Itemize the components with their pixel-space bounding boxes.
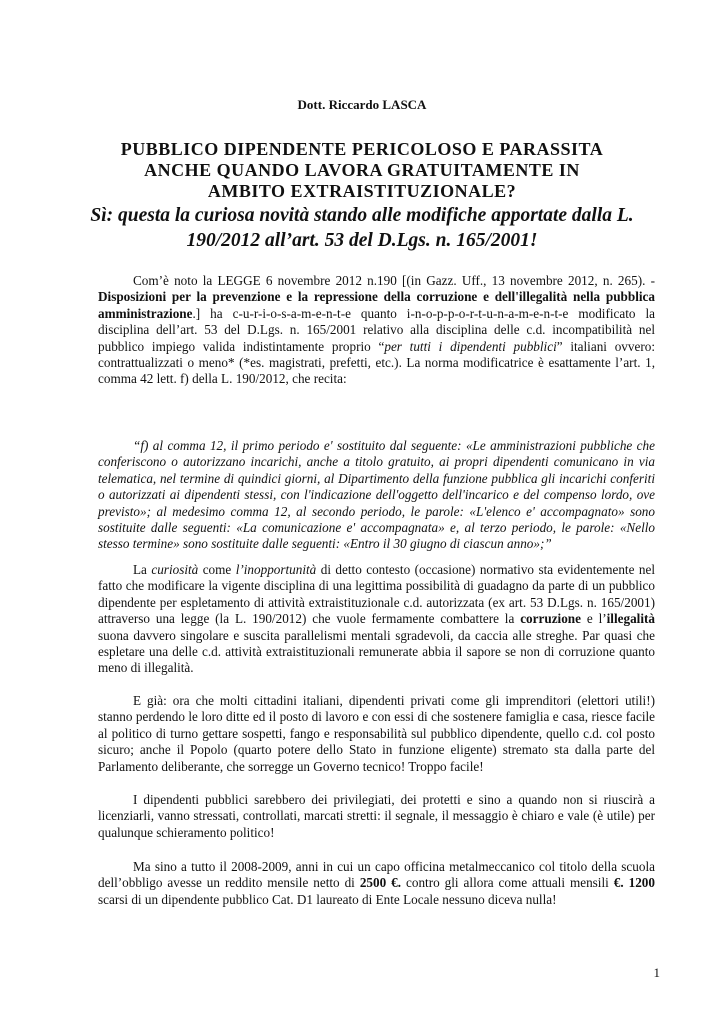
p5-amount-1200: €. 1200 (613, 875, 655, 891)
p2-illegalita: illegalità (606, 611, 655, 627)
p2-curiosita: curiosità (151, 562, 199, 577)
title-line-2: ANCHE QUANDO LAVORA GRATUITAMENTE IN (144, 160, 580, 180)
p1-text-a: Com’è noto la LEGGE 6 novembre 2012 n.190 [(in Gazz. Uff., 13 novembre 2012, n. 265). - (133, 273, 655, 288)
paragraph-5 (98, 859, 655, 908)
p5-amount-2500: 2500 €. (359, 875, 402, 891)
title-line-1: PUBBLICO DIPENDENTE PERICOLOSO E PARASSITA (120, 139, 604, 159)
paragraph-1 (98, 273, 655, 388)
document-subtitle (60, 203, 664, 253)
p2-inopportunita: l’inopportunità (235, 562, 317, 577)
p5-text-e: scarsi di un dipendente pubblico Cat. D1 laureato di Ente Locale nessuno diceva nulla! (98, 891, 557, 907)
p2-text-g: e l’ (581, 611, 607, 627)
page-number: 1 (653, 965, 660, 980)
author-name: Dott. Riccardo LASCA (297, 97, 427, 112)
p2-corruzione: corruzione (520, 611, 581, 627)
paragraph-4: I dipendenti pubblici sarebbero dei privilegiati, dei protetti e sino a quando non si riuscirà a licenziarli, vanno stressati, controllati, marcati stretti: il segnale, il messaggio è chiaro e vale (è utile) per qualunque schieramento politico! (98, 792, 655, 840)
subtitle-line-1: Sì: questa la curiosa novità stando alle modifiche apportate dalla L. (90, 205, 634, 226)
p2-text-c: come (198, 562, 236, 577)
paragraph-2 (98, 562, 655, 677)
subtitle-line-2: 190/2012 all’art. 53 del D.Lgs. n. 165/2001! (186, 230, 538, 251)
quoted-law-text: “f) al comma 12, il primo periodo e' sostituito dal seguente: «Le amministrazioni pubbliche che conferiscono o autorizzano incarichi, anche a titolo gratuito, ai propri dipendenti comunicano in via telematica, nel termine di quindici giorni, al Dipartimento della funzione pubblica gli incarichi conferiti o autorizzati ai dipendenti stessi, con l'indicazione dell'oggetto dell'incarico e del compenso lordo, ove previsto»; al medesimo comma 12, al secondo periodo, le parole: «L'elenco e' accompagnato» sono sostituite dalle seguenti: «La comunicazione e' accompagnata» e, al terzo periodo, le parole: «Nello stesso termine» sono sostituite dalle seguenti: «Entro il 30 giugno di ciascun anno»;” (98, 438, 655, 552)
p1-emphasis: per tutti i dipendenti pubblici (384, 338, 557, 354)
p2-text-i: suona davvero singolare e suscita parallelismi mentali sgradevoli, da caccia alle streghe. Par quasi che espletare una delle c.d. attività extraistituzionali remunerate abbia il sapore se non di corruzione quanto meno di illegalità. (98, 627, 655, 676)
p1-text-e: ” italiani ovvero: contrattualizzati o meno* (*es. magistrati, prefetti, etc.). La norma modificatrice è esattamente l’art. 1, comma 42 lett. f) della L. 190/2012, che recita: (98, 338, 655, 387)
p1-text-c: .] ha c-u-r-i-o-s-a-m-e-n-t-e quanto i-n-o-p-p-o-r-t-u-n-a-m-e-n-t-e modificato la disciplina dell’art. 53 del D.Lgs. n. 165/2001 relativo alla disciplina delle c.d. incompatibilità nel pubblico impiego valida indistintamente proprio “ (98, 305, 655, 354)
p2-text-a: La (133, 562, 152, 577)
p2-text-e: di detto contesto (occasione) normativo sta evidentemente nel fatto che modificare la vigente disciplina di una legittima possibilità di guadagno da parte di un pubblico dipendente per espletamento di attività extraistituzionale c.d. autorizzata (ex art. 53 D.Lgs. n. 165/2001) attraverso una legge (la L. 190/2012) che vuole fermamente combattere la (98, 562, 655, 627)
p1-law-title: Disposizioni per la prevenzione e la repressione della corruzione e dell'illegalità nella pubblica amministrazione (98, 289, 655, 321)
title-line-3: AMBITO EXTRAISTITUZIONALE? (207, 181, 517, 201)
paragraph-3: E già: ora che molti cittadini italiani, dipendenti privati come gli imprenditori (elettori utili!) stanno perdendo le loro ditte ed il posto di lavoro e con essi di che sostenere famiglia e casa, riesce facile al politico di turno gettare sospetti, fango e responsabilità sul pubblico dipendente, quello c.d. col posto sicuro; anche il Popolo (quarto potere dello Stato in funzione eligente) stremato sta dalla parte del Parlamento deliberante, che sorregge un Governo tecnico! Troppo facile! (98, 693, 655, 774)
document-title (70, 139, 654, 202)
p5-text-c: contro gli allora come attuali mensili (401, 875, 614, 891)
p5-text-a: Ma sino a tutto il 2008-2009, anni in cui un capo officina metalmeccanico col titolo della scuola dell’obbligo avesse un reddito mensile netto di (98, 859, 655, 891)
